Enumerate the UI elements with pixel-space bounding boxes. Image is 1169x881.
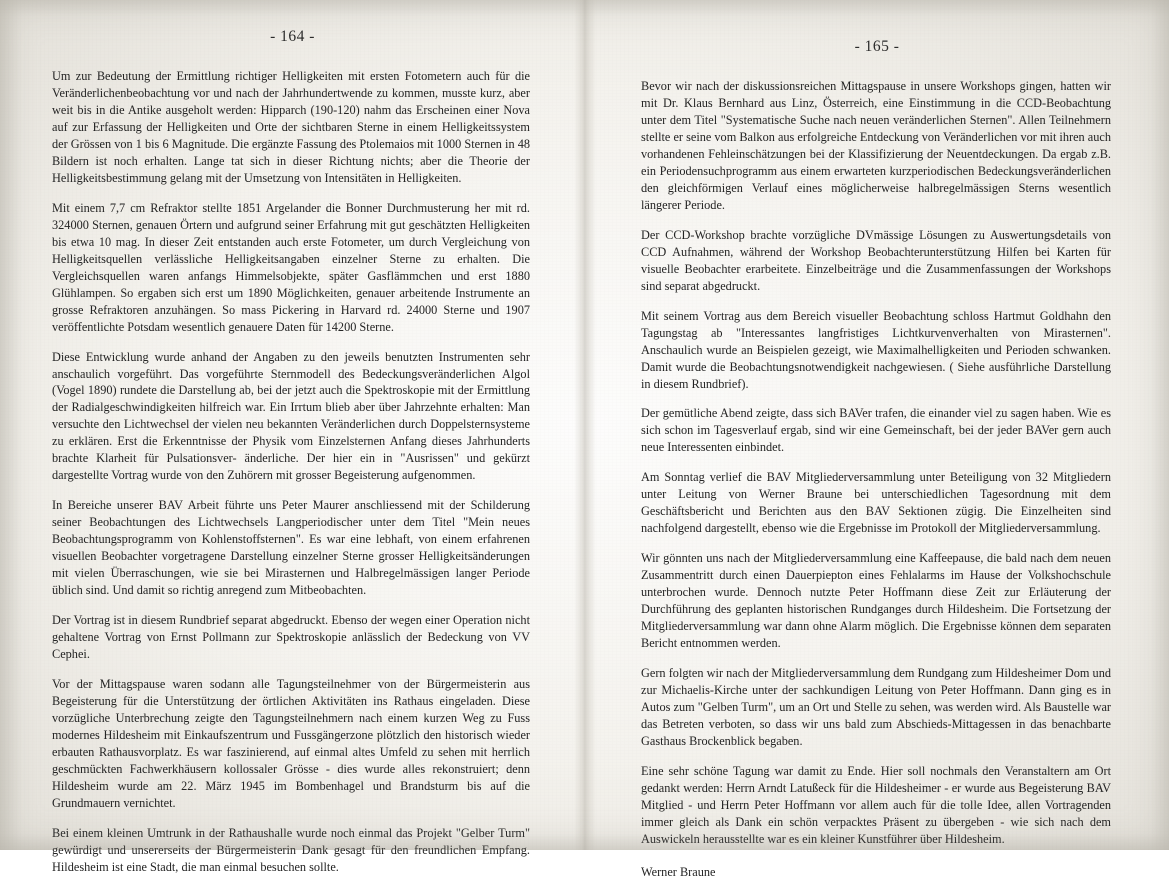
right-page-number: - 165 - [854,38,900,55]
left-page-body [52,68,530,876]
paragraph: Der Vortrag ist in diesem Rundbrief separat abgedruckt. Ebenso der wegen einer Operation nicht gehaltene Vortrag von Ernst Pollmann zur Spektroskopie anlässlich der Bedeckung von VV Cephei. [52,613,530,662]
paragraph: Bevor wir nach der diskussionsreichen Mittagspause in unsere Workshops gingen, hatten wir mit Dr. Klaus Bernhard aus Linz, Österreich, eine Einstimmung in die CCD-Beobachtung unter dem Titel "Systematische Suche nach neuen veränderlichen Sternen". Allen Teilnehmern stellte er seine vom Balkon aus erfolgreiche Entdeckung von Veränderlichen vor mit ihren auch vorhandenen Fehleinschätzungen bei der Klassifizierung der Neuentdeckungen. Da ergab z.B. ein Periodensuchprogramm aus einem erwarteten kurzperiodischen Bedeckungsveränderlichen den gleichförmigen Verlauf eines möglicherweise halbregelmässigen Sterns wesentlich längerer Periode. [641,79,1111,212]
author-signature: Werner Braune [641,864,716,879]
paragraph: Diese Entwicklung wurde anhand der Angaben zu den jeweils benutzten Instrumenten sehr anschaulich vorgeführt. Das vorgeführte Sternmodell des Bedeckungsveränderlichen Algol (Vogel 1890) rundete die Darstellung ab, bei der jetzt auch die Spektroskopie mit der Ermittlung der Radialgeschwindigkeiten hilfreich war. Ein Irrtum blieb aber über Jahrzehnte erhalten: Man versuchte den Lichtwechsel der vielen neu bekannten Veränderlichen durch Doppelsternsysteme zu erklären. Erst die Erkenntnisse der Physik vom Einzelsternen Anfang dieses Jahrhunderts brachte Klarheit für Pulsationsver- änderliche. Der hier ein in "Ausrissen" und gekürzt dargestellte Vortrag wurde von den Zuhörern mit grosser Begeisterung aufgenommen. [52,349,530,483]
left-page-number: - 164 - [270,28,315,45]
paragraph: Um zur Bedeutung der Ermittlung richtiger Helligkeiten mit ersten Fotometern auch für die Veränderlichenbeobachtung vor und nach der Jahrhundertwende zu kommen, musste kurz, aber weit bis in die Antike ausgeholt werden: Hipparch (190-120) nahm das Erscheinen einer Nova auf zur Erfassung der Helligkeiten und Orte der sichtbaren Sterne in einem Helligkeitssystem der Grössen von 1 bis 6 Magnitude. Die ergänzte Fassung des Ptolemaios mit 1000 Sternen in 48 Bildern ist noch erhalten. Lange tat sich in dieser Richtung nichts; aber die Theorie der Helligkeitsbestimmung gelang mit der Umsetzung von Intensitäten in Helligkeiten. [52,69,530,185]
left-page [0,0,585,874]
paragraph: Bei einem kleinen Umtrunk in der Rathaushalle wurde noch einmal das Projekt "Gelber Turm" gewürdigt und unsererseits der Bürgermeisterin Dank gesagt für den freundlichen Empfang. Hildesheim ist eine Stadt, die man einmal besuchen sollte. [52,825,530,874]
paragraph: Wir gönnten uns nach der Mitgliederversammlung eine Kaffeepause, die bald nach dem neuen Zusammentritt durch einen Dauerpiepton eines Fehlalarms im Hause der Volkshochschule unterbrochen wurde. Dennoch nutzte Peter Hoffmann diese Zeit zur Erläuterung der Durchführung des geplanten historischen Rundganges durch Hildesheim. Die Fortsetzung der Mitgliederversammlung war dann ohne Alarm möglich. Die Ergebnisse können dem separaten Bericht entnommen werden. [641,551,1111,651]
paragraph: Der gemütliche Abend zeigte, dass sich BAVer trafen, die einander viel zu sagen haben. Wie es sich schon im Tagesverlauf ergab, sind wir eine Gemeinschaft, bei der jeder BAVer gern auch neue Interessenten einbindet. [641,406,1111,455]
paragraph: Eine sehr schöne Tagung war damit zu Ende. Hier soll nochmals den Veranstaltern am Ort gedankt werden: Herrn Arndt Latußeck für die Hildesheimer - er wurde aus Begeisterung BAV Mitglied - und Herrn Peter Hoffmann vor allem auch für die tolle Idee, allen Vortragenden immer gleich als Dank ein schön verpacktes Präsent zu übergeben - wie sich nach dem Auswickeln herausstellte war es ein kleiner Kunstführer über Hildesheim. [641,763,1111,846]
right-page [585,0,1169,879]
right-page-body [641,78,1111,881]
paragraph: Gern folgten wir nach der Mitgliederversammlung dem Rundgang zum Hildesheimer Dom und zur Michaelis-Kirche unter der sachkundigen Leitung von Peter Hoffmann. Dann ging es in Autos zum "Gelben Turm", um an Ort und Stelle zu sehen, was werden wird. Als Baustelle war das Betreten verboten, so dass wir uns bald zum Abschieds-Mittagessen in das benachbarte Gasthaus Brockenblick begaben. [641,666,1111,748]
paragraph: Mit einem 7,7 cm Refraktor stellte 1851 Argelander die Bonner Durchmusterung her mit rd. 324000 Sternen, genauen Örtern und aufgrund seiner Erfahrung mit gut geschätzten Helligkeiten bis etwa 10 mag. In dieser Zeit entstanden auch erste Fotometer, um durch Vergleichung von Helligkeitsquellen verlässliche Helligkeitsangaben einzelner Sterne zu erhalten. Die Vergleichsquellen waren anfangs Himmelsobjekte, später Gasflämmchen und erst 1880 Glühlampen. So ergaben sich erst um 1890 Möglichkeiten, genauer arbeitende Instrumente an grosse Refraktoren anzuhängen. So mass Pickering in Harvard rd. 24000 Sterne und 1907 veröffentlichte Potsdam wesentlich genauere Daten für 14200 Sterne. [52,200,530,334]
paragraph: Mit seinem Vortrag aus dem Bereich visueller Beobachtung schloss Hartmut Goldhahn den Tagungstag ab "Interessantes langfristiges Lichtkurvenverhalten von Mirasternen". Anschaulich wurde an Beispielen gezeigt, wie Maximalhelligkeiten und Perioden schwanken. Damit wurde die Beobachtungsnotwendigkeit nachgewiesen. ( Siehe ausführliche Darstellung in diesem Rundbrief). [641,308,1111,391]
paragraph: In Bereiche unserer BAV Arbeit führte uns Peter Maurer anschliessend mit der Schilderung seiner Beobachtungen des Lichtwechsels Langperiodischer unter dem Titel "Mein neues Beobachtungsprogramm von Kohlenstoffsternen". Es war eine lebhaft, von einem erfahrenen visuellen Beobachter vorgetragene Darstellung einzelner Sterne grosser Helligkeitsänderungen mit vielen Überraschungen, wie sie bei Mirasternen und Halbregelmässigen langer Periode üblich sind. Und damit so richtig anregend zum Mitbeobachten. [52,498,530,598]
paragraph: Vor der Mittagspause waren sodann alle Tagungsteilnehmer von der Bürgermeisterin aus Begeisterung für die Unterstützung der örtlichen Aktivitäten ins Rathaus eingeladen. Diese vorzügliche Unterbrechung zeigte den Tagungsteilnehmern nach einem kurzen Weg zu Fuss modernes Hildesheim mit Einkaufszentrum und Fussgängerzone plötzlich den historisch wieder erbauten Rathausvorplatz. Es war faszinierend, auf einmal altes Umfeld zu sehen mit herrlich geschmückten Fachwerkhäusern kollossaler Grösse - dies wurde alles rekonstruiert; denn Hildesheim wurde am 22. März 1945 im Bombenhagel und Brandsturm bis auf die Grundmauern vernichtet. [52,677,530,810]
paragraph: Der CCD-Workshop brachte vorzügliche DVmässige Lösungen zu Auswertungsdetails von CCD Aufnahmen, während der Workshop Beobachterunterstützung Hilfen bei Karten für visuelle Beobachter erarbeitete. Einzelbeiträge und die Zusammenfassungen der Workshops sind separat abgedruckt. [641,227,1111,293]
paragraph: Am Sonntag verlief die BAV Mitgliederversammlung unter Beteiligung von 32 Mitgliedern unter Leitung von Werner Braune bei unterschiedlichen Tagesordnung mit dem Geschäftsbericht und Berichten aus den BAV Sektionen zügig. Die Einzelheiten sind nachfolgend dargestellt, ebenso wie die Ergebnisse im Protokoll der Mitgliederversammlung. [641,470,1111,536]
